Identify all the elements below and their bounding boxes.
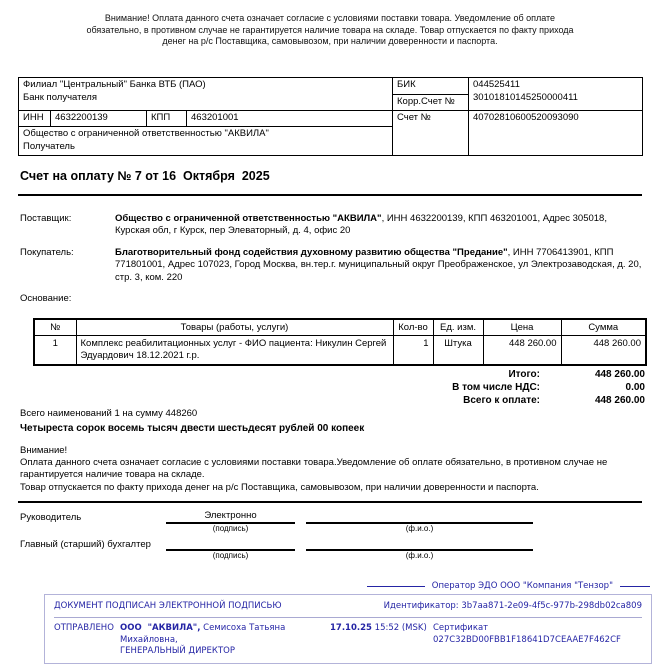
items-header-row — [34, 319, 646, 336]
caption-spacer — [20, 524, 166, 533]
certificate-value: 027C32BD00FBB1F18641D7CEAAE7F462CF — [433, 634, 621, 645]
total-value: 448 260.00 — [594, 369, 645, 381]
attention-line1: Оплата данного счета означает согласие с условиями поставки товара.Уведомление об оплате обязательно, в противном случае не гарантируется наличие товара на складе. — [20, 457, 608, 481]
top-notice: Внимание! Оплата данного счета означает согласие с условиями поставки товара. Уведомление об оплате обязательно, в противном случае не гарантируется наличие товара на складе. Товар отпускается по факту прихода денег на р/с Поставщика, самовывозом, при наличии доверенности и паспорта. — [86, 13, 574, 47]
edo-operator: Оператор ЭДО ООО "Компания "Тензор" — [431, 581, 613, 592]
signature-gap — [295, 551, 306, 560]
accountant-label: Главный (старший) бухгалтер — [20, 539, 151, 551]
sign-caption: (подпись) — [212, 551, 249, 561]
total-label: Итого: — [508, 369, 540, 381]
bank-label: Банк получателя — [23, 91, 97, 103]
signatures-section — [0, 510, 660, 560]
due-row — [0, 394, 645, 407]
header-price: Цена — [483, 319, 561, 336]
person-title: ГЕНЕРАЛЬНЫЙ ДИРЕКТОР — [120, 646, 235, 657]
recipient-cell — [19, 126, 393, 155]
kpp-label: КПП — [147, 111, 187, 127]
supplier-value — [115, 213, 642, 238]
cell-price: 448 260.00 — [483, 335, 561, 365]
dash-line — [367, 586, 425, 587]
bank-name: Филиал "Центральный" Банка ВТБ (ПАО) — [23, 79, 206, 91]
stamp-box — [44, 594, 652, 663]
certificate-label: Сертификат — [433, 623, 489, 634]
head-signature-value: Электронно — [204, 510, 257, 522]
attention-title: Внимание! — [20, 444, 68, 456]
signature-divider — [18, 501, 642, 503]
identifier-value: 3b7aa871-2e09-4f5c-977b-298db02ca809 — [461, 601, 642, 612]
bank-requisites-table — [18, 77, 643, 155]
org-name: ООО "АКВИЛА", — [120, 623, 201, 634]
vat-value: 0.00 — [625, 382, 645, 394]
basis-label: Основание: — [20, 293, 72, 305]
supplier-name: Общество с ограниченной ответственностью "АКВИЛА" — [115, 212, 382, 224]
signature-gap — [295, 524, 306, 533]
header-sum: Сумма — [561, 319, 646, 336]
accountant-name-line — [306, 537, 533, 551]
table-row — [34, 335, 646, 365]
stamp-header-row — [54, 601, 642, 611]
header-qty: Кол-во — [393, 319, 433, 336]
items-table — [33, 318, 647, 367]
sent-time: 15:52 (MSK) — [374, 623, 427, 634]
inn-label: ИНН — [19, 111, 51, 127]
cell-description: Комплекс реабилитационных услуг - ФИО пациента: Никулин Сергей Эдуардович 18.12.2021 г.р. — [76, 335, 393, 365]
caption-spacer — [20, 551, 166, 560]
parties-section — [20, 213, 660, 306]
items-count-line: Всего наименований 1 на сумму 448260 — [20, 408, 198, 420]
electronic-signature-stamp — [0, 581, 660, 663]
buyer-details: , ИНН 7706413901, КПП 771801001, Адрес 107023, Город Москва, вн.тер.г. муниципальный округ Преображенское, ул Электрозаводская, д. 20, стр. 3, ком. 220 — [115, 246, 642, 283]
stamp-detail-row — [54, 623, 642, 657]
cell-qty: 1 — [393, 335, 433, 365]
header-description: Товары (работы, услуги) — [76, 319, 393, 336]
name-caption: (ф.и.о.) — [405, 551, 434, 561]
inn-value: 4632200139 — [51, 111, 147, 127]
account-label: Счет № — [393, 111, 469, 155]
summary-section — [20, 408, 660, 434]
amount-in-words: Четыреста сорок восемь тысяч двести шестьдесят рублей 00 копеек — [20, 422, 365, 434]
org-person-line — [120, 623, 330, 646]
total-row — [0, 368, 645, 381]
identifier-label: Идентификатор: — [383, 601, 459, 612]
accountant-signature-row — [20, 537, 660, 551]
signed-text: ДОКУМЕНТ ПОДПИСАН ЭЛЕКТРОННОЙ ПОДПИСЬЮ — [54, 601, 282, 612]
head-signature-row — [20, 510, 660, 524]
name-caption: (ф.и.о.) — [405, 524, 434, 534]
header-unit: Ед. изм. — [433, 319, 483, 336]
identifier — [384, 601, 642, 611]
dash-line — [620, 586, 650, 587]
attention-section — [20, 445, 640, 494]
header-num: № — [34, 319, 76, 336]
accountant-captions — [20, 551, 660, 560]
head-signature-line — [166, 510, 295, 524]
vat-row — [0, 381, 645, 394]
title-divider — [18, 194, 642, 196]
corr-label: Корр.Счет № — [393, 94, 469, 111]
supplier-details: , ИНН 4632200139, КПП 463201001, Адрес 305018, Курская обл, г Курск, пер Элеваторный, д. 4, офис 20 — [115, 212, 607, 237]
cell-sum: 448 260.00 — [561, 335, 646, 365]
cell-num: 1 — [34, 335, 76, 365]
due-label: Всего к оплате: — [463, 395, 540, 407]
edo-operator-line — [0, 581, 650, 591]
accountant-signature-line — [166, 537, 295, 551]
head-label: Руководитель — [20, 512, 82, 524]
stamp-divider — [54, 617, 642, 618]
cell-unit: Штука — [433, 335, 483, 365]
supplier-label: Поставщик: — [20, 212, 72, 224]
bik-value: 044525411 — [473, 79, 520, 91]
basis-value — [115, 293, 642, 306]
person-name: Семисоха Татьяна Михайловна, — [120, 623, 289, 645]
head-captions — [20, 524, 660, 533]
sent-label: ОТПРАВЛЕНО — [54, 623, 114, 634]
due-value: 448 260.00 — [594, 395, 645, 407]
recipient-name: Общество с ограниченной ответственностью "АКВИЛА" — [23, 127, 269, 139]
buyer-name: Благотворительный фонд содействия духовному развитию общества "Предание" — [115, 246, 508, 258]
sign-caption: (подпись) — [212, 524, 249, 534]
attention-line2: Товар отпускается по факту прихода денег на р/с Поставщика, самовывозом, при наличии доверенности и паспорта. — [20, 481, 539, 493]
kpp-value: 463201001 — [187, 111, 393, 127]
sent-datetime — [330, 623, 433, 657]
bank-name-cell — [19, 78, 393, 111]
sent-date: 17.10.25 — [330, 623, 372, 634]
certificate — [433, 623, 642, 657]
buyer-value — [115, 247, 642, 285]
vat-label: В том числе НДС: — [452, 382, 540, 394]
bik-corr-values — [469, 78, 643, 111]
buyer-label: Покупатель: — [20, 246, 74, 258]
sender-org — [120, 623, 330, 657]
recipient-label: Получатель — [23, 140, 75, 152]
head-name-line — [306, 510, 533, 524]
account-value: 40702810600520093090 — [469, 111, 643, 155]
totals-section — [0, 368, 645, 407]
page-title: Счет на оплату № 7 от 16 Октября 2025 — [20, 168, 270, 183]
corr-account-value: 30101810145250000411 — [473, 91, 578, 103]
bik-label: БИК — [393, 78, 469, 95]
